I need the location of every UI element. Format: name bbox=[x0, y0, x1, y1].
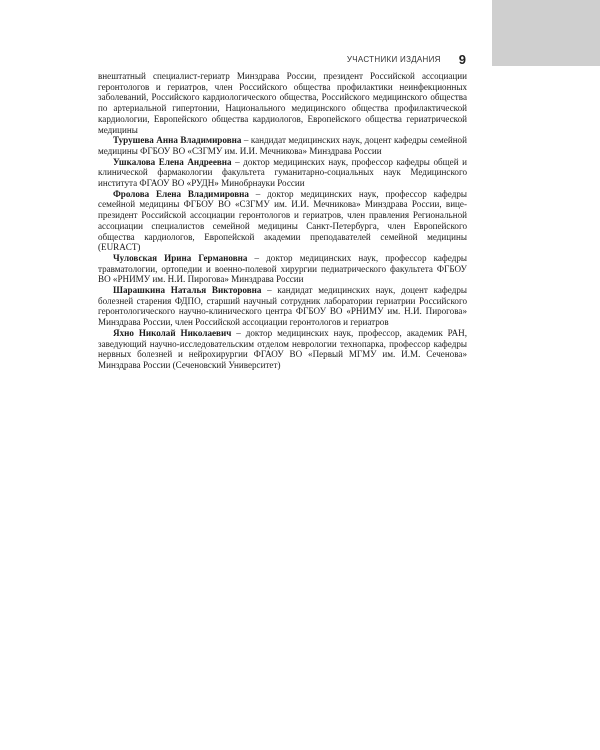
chapter-side-tab bbox=[492, 0, 600, 66]
contributor-entry bbox=[98, 285, 467, 328]
contributor-name: Яхно Николай Николаевич bbox=[113, 327, 232, 338]
contributor-entry bbox=[98, 189, 467, 253]
contributor-name: Ушкалова Елена Андреевна bbox=[113, 156, 232, 167]
contributor-description: – доктор медицинских наук, профессор, академик РАН, заведующий научно-исследовательским отделом неврологии технопарка, профессор кафедры нервных болезней и нейрохирургии ФГАОУ ВО «Первый МГМУ им. И.М. Сеченова» Минздрава России (Сеченовский Университет) bbox=[98, 327, 467, 370]
contributors-list bbox=[98, 71, 467, 371]
contributor-description: – кандидат медицинских наук, доцент кафедры болезней старения ФДПО, старший научный сотрудник лаборатории гериатрии Российского геронтологического научно-клинического центра ФГБОУ ВО «РНИМУ им. Н.И. Пирогова» Минздрава России, член Российской ассоциации геронтологов и гериатров bbox=[98, 285, 468, 328]
contributor-name: Шарашкина Наталья Викторовна bbox=[113, 285, 262, 296]
contributor-entry bbox=[98, 157, 467, 189]
intro-paragraph: внештатный специалист-гериатр Минздрава России, президент Российской ассоциации геронтологов и гериатров, член Российского общества профилактики неинфекционных заболеваний, Российского кардиологического общества, Российского медицинского общества по артериальной гипертонии, Национального медицинского общества профилактической кардиологии, Европейского общества кардиологов, Европейского общества гериатрической медицины bbox=[98, 71, 467, 135]
contributor-name: Турушева Анна Владимировна bbox=[113, 135, 242, 146]
contributor-entry bbox=[98, 253, 467, 285]
contributor-description: – кандидат медицинских наук, доцент кафедры семейной медицины ФГБОУ ВО «СЗГМУ им. И.И. Мечникова» Минздрава России bbox=[98, 135, 467, 156]
running-header bbox=[300, 50, 466, 66]
contributor-name: Чуловская Ирина Германовна bbox=[113, 252, 248, 263]
contributor-description: – доктор медицинских наук, профессор кафедры общей и клинической фармакологии факультета гуманитарно-социальных наук Медицинского института ФГАОУ ВО «РУДН» Минобрнауки России bbox=[98, 156, 467, 189]
contributor-description: – доктор медицинских наук, профессор кафедры семейной медицины ФГБОУ ВО «СЗГМУ им. И.И. Мечникова» Минздрава России, вице-президент Российской ассоциации геронтологов и гериатров, член правления Региональной ассоциации специалистов семейной медицины Санкт-Петербурга, член Европейского общества кардиологов, Европейской академии преподавателей семейной медицины (EURACT) bbox=[98, 188, 468, 253]
contributor-description: – доктор медицинских наук, профессор кафедры травматологии, ортопедии и военно-полевой хирургии педиатрического факультета ФГБОУ ВО «РНИМУ им. Н.И. Пирогова» Минздрава России bbox=[98, 252, 468, 285]
contributor-name: Фролова Елена Владимировна bbox=[113, 188, 249, 199]
section-title: УЧАСТНИКИ ИЗДАНИЯ bbox=[346, 54, 441, 64]
contributor-entry bbox=[98, 135, 467, 156]
page-number: 9 bbox=[458, 51, 466, 67]
contributor-entry bbox=[98, 328, 467, 371]
